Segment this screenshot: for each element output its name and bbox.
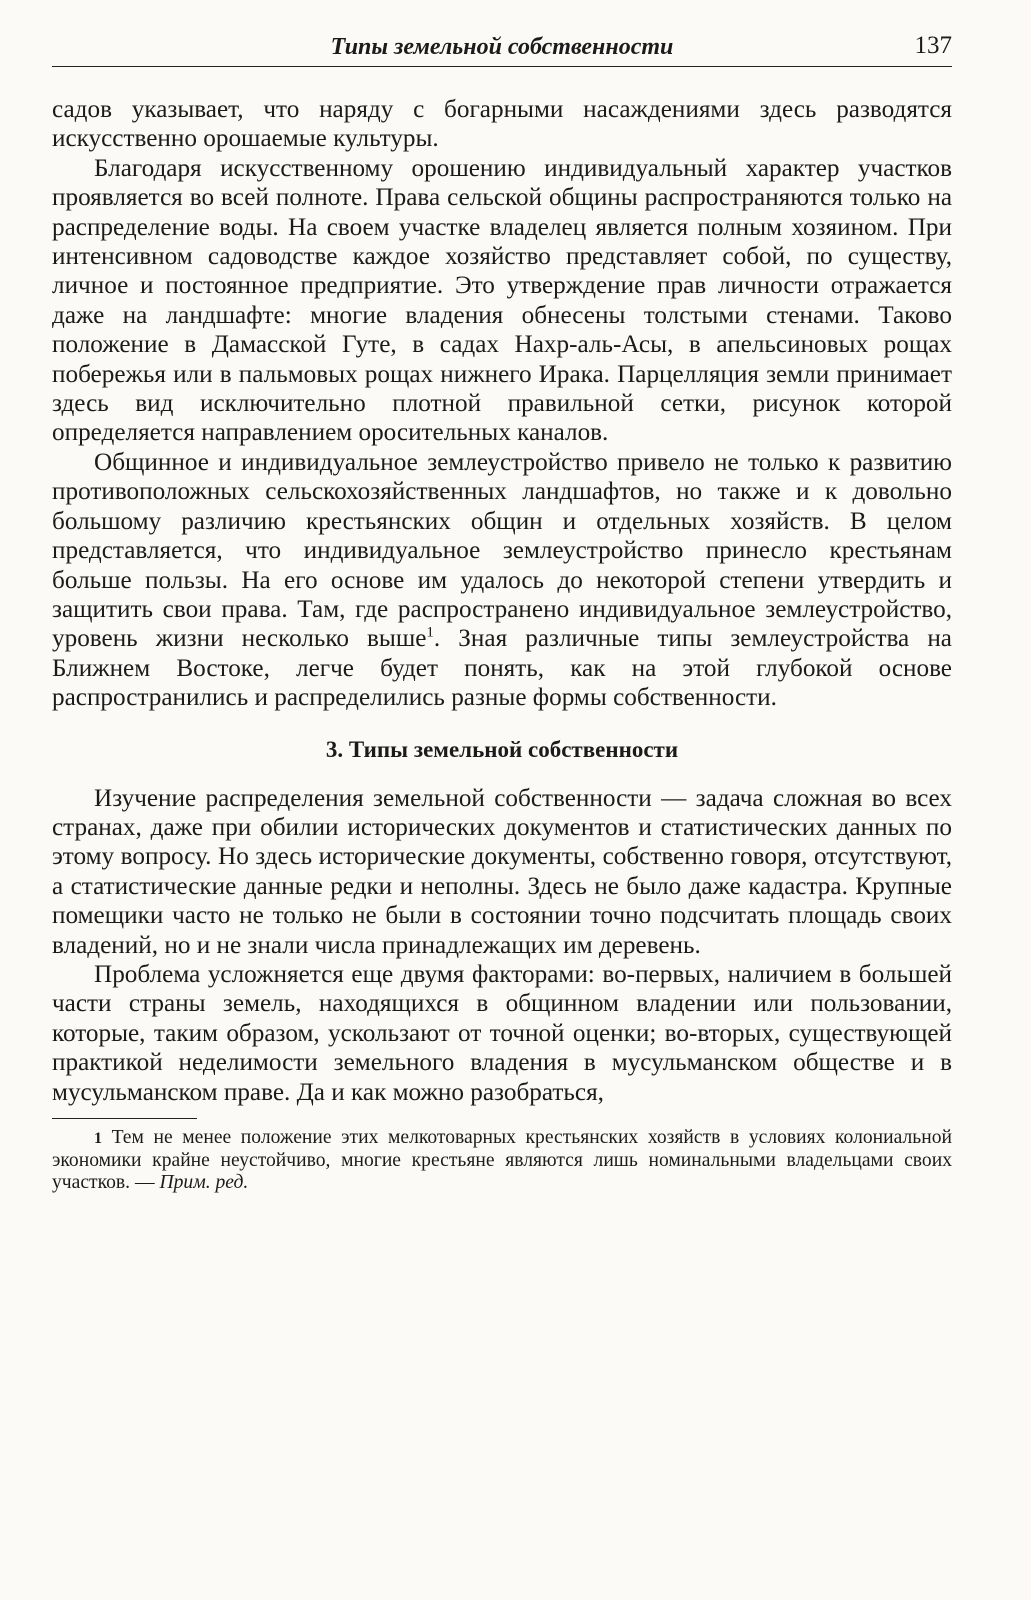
page-number: 137 <box>914 32 952 59</box>
book-page <box>52 26 952 1195</box>
running-header <box>52 26 952 67</box>
section-heading: 3. Типы земельной собственности <box>325 736 679 762</box>
paragraph-irrigation: Благодаря искусственному орошению индивидуальный характер участков проявляется во всей полноте. Права сельской общины распространяются только на распределение воды. На своем участке владелец является полным хозяином. При интенсивном садоводстве каждое хозяйство представляет собой, по существу, личное и постоянное предприятие. Это утверждение прав личности отражается даже на ландшафте: многие владения обнесены толстыми стенами. Таково положение в Дамасской Гуте, в садах Нахр-аль-Асы, в апельсиновых рощах побережья или в пальмовых рощах нижнего Ирака. Парцелляция земли принимает здесь вид исключительно плотной правильной сетки, рисунок которой определяется направлением оросительных каналов. <box>52 154 952 447</box>
footnote-body: Тем не менее положение этих мелкотоварных крестьянских хозяйств в условиях колониальной экономики крайне неустойчиво, многие крестьяне являются лишь номинальными владельцами своих участков. — <box>52 1127 952 1194</box>
running-title: Типы земельной собственности <box>330 34 674 60</box>
paragraph-problem-factors: Проблема усложняется еще двумя факторами: во-первых, наличием в большей части страны земель, находящихся в общинном владении или пользовании, которые, таким образом, ускользают от точной оценки; во-вторых, существующей практикой неделимости земельного владения в мусульманском обществе и в мусульманском праве. Да и как можно разобраться, <box>52 960 952 1106</box>
body-text <box>52 95 952 1107</box>
paragraph-property-study: Изучение распределения земельной собственности — задача сложная во всех странах, даже при обилии исторических документов и статистических данных по этому вопросу. Но здесь исторические документы, собственно говоря, отсутствуют, а статистические данные редки и неполны. Здесь не было даже кадастра. Крупные помещики часто не только не были в состоянии точно подсчитать площадь своих владений, но и не знали числа принадлежащих им деревень. <box>52 784 952 959</box>
footnote-reference[interactable]: 1 <box>426 624 434 641</box>
paragraph-text-part: . Зная различные типы землеустройства на Ближнем Востоке, легче будет понять, как на этой глубокой основе распространились и распределились разные формы собственности. <box>52 625 952 712</box>
footnote-divider <box>52 1118 197 1119</box>
paragraph-continuation: садов указывает, что наряду с богарными насаждениями здесь разводятся искусственно орошаемые культуры. <box>52 96 952 153</box>
paragraph-text-part: Общинное и индивидуальное землеустройство привело не только к развитию противоположных сельскохозяйственных ландшафтов, но также и к довольно большому различию крестьянских общин и отдельных хозяйств. В целом представляется, что индивидуальное землеустройство принесло крестьянам больше пользы. На его основе им удалось до некоторой степени утвердить и защитить свои права. Там, где распространено индивидуальное землеустройство, уровень жизни несколько выше <box>52 448 952 653</box>
paragraph-land-management <box>52 448 952 713</box>
footnote-marker: 1 <box>94 1130 102 1147</box>
editor-note: Прим. ред. <box>159 1172 249 1194</box>
footnote-text <box>52 1127 952 1195</box>
footnote <box>52 1127 952 1195</box>
